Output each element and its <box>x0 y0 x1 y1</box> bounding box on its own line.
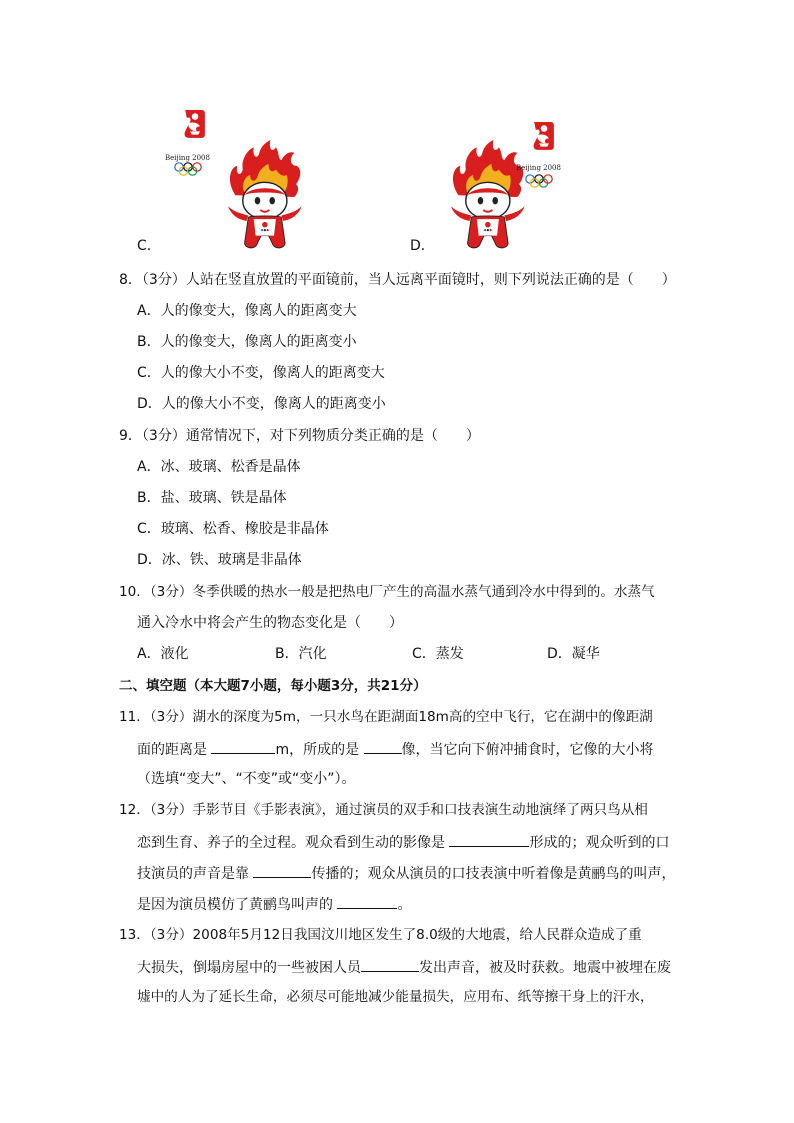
question-11-text: 面的距离是 <box>137 742 212 758</box>
figure-label-d: D． <box>410 238 435 254</box>
question-10-option-d: D．凝华 <box>547 646 600 662</box>
figure-label-c: C． <box>137 238 161 254</box>
question-12-text: 。 <box>397 897 412 913</box>
question-13-text: 大损失，倒塌房屋中的一些被困人员 <box>137 960 361 976</box>
question-8-option-b: B．人的像变大，像离人的距离变小 <box>137 334 357 350</box>
question-9-option-d: D．冰、铁、玻璃是非晶体 <box>137 552 302 568</box>
question-12-text: 恋到生育、养子的全过程。观众看到生动的影像是 <box>137 835 450 851</box>
olympic-rings-icon <box>526 175 552 187</box>
emblem-caption: Beijing 2008 <box>165 154 210 162</box>
answer-blank <box>253 863 311 878</box>
answer-blank <box>337 894 397 909</box>
question-13-text: 发出声音，被及时获救。地震中被埋在废 <box>419 960 671 976</box>
question-9-option-b: B．盐、玻璃、铁是晶体 <box>137 490 287 506</box>
beijing-2008-emblem-icon <box>534 122 554 150</box>
question-12-line4 <box>137 894 411 914</box>
question-8-option-c: C．人的像大小不变，像离人的距离变大 <box>137 365 385 381</box>
question-10-option-a: A．液化 <box>137 646 189 662</box>
emblem-caption: Beijing 2008 <box>516 164 561 172</box>
figure-option-c <box>165 110 305 250</box>
question-10-stem-line2: 通入冷水中将会产生的物态变化是（ ） <box>137 615 403 631</box>
question-11-text: 像，当它向下俯冲捕食时，它像的大小将 <box>401 742 654 758</box>
section-heading-fill-in: 二、填空题（本大题7小题，每小题3分，共21分） <box>119 678 427 694</box>
question-11-text: m，所成的是 <box>275 742 364 758</box>
question-12-text: 技演员的声音是靠 <box>137 866 254 882</box>
answer-blank <box>364 739 402 754</box>
question-9-stem: 9．（3分）通常情况下，对下列物质分类正确的是（ ） <box>119 428 480 444</box>
question-12-text: 是因为演员模仿了黄鹂鸟叫声的 <box>137 897 338 913</box>
question-12-line2 <box>137 832 669 852</box>
question-12-text: 传播的；观众从演员的口技表演中听着像是黄鹂鸟的叫声， <box>311 866 676 882</box>
mascot-huanhuan-icon <box>451 140 525 248</box>
question-10-stem-line1: 10．（3分）冬季供暖的热水一般是把热电厂产生的高温水蒸气通到冷水中得到的。水蒸气 <box>119 584 655 600</box>
question-13-line3: 墟中的人为了延长生命，必须尽可能地减少能量损失，应用布、纸等擦干身上的汗水， <box>137 989 654 1005</box>
figure-option-d <box>440 120 580 250</box>
question-11-line1: 11．（3分）湖水的深度为5m，一只水鸟在距湖面18m高的空中飞行，它在湖中的像距湖 <box>119 709 653 725</box>
question-12-text: 形成的；观众听到的口 <box>529 835 670 851</box>
question-8-stem: 8．（3分）人站在竖直放置的平面镜前，当人远离平面镜时，则下列说法正确的是（ ） <box>119 272 676 288</box>
mascot-image <box>440 120 580 250</box>
question-12-line1: 12．（3分）手影节目《手影表演》，通过演员的双手和口技表演生动地演绎了两只鸟从相 <box>119 802 648 818</box>
question-13-line2 <box>137 957 671 977</box>
answer-blank <box>449 832 529 847</box>
question-8-option-a: A．人的像变大，像离人的距离变大 <box>137 303 357 319</box>
question-12-line3 <box>137 863 675 883</box>
mascot-huanhuan-icon <box>228 140 302 248</box>
question-9-option-c: C．玻璃、松香、橡胶是非晶体 <box>137 521 329 537</box>
question-10-option-b: B．汽化 <box>275 646 327 662</box>
answer-blank <box>211 739 275 754</box>
question-13-line1: 13．（3分）2008年5月12日我国汶川地区发生了8.0级的大地震，给人民群众造成了重 <box>119 927 642 943</box>
olympic-rings-icon <box>175 163 201 175</box>
question-8-option-d: D．人的像大小不变，像离人的距离变小 <box>137 396 386 412</box>
question-11-line3: （选填“变大”、“不变”或“变小”）。 <box>137 771 356 787</box>
question-11-line2 <box>137 739 654 759</box>
mascot-image <box>165 110 305 250</box>
question-10-option-c: C．蒸发 <box>412 646 464 662</box>
answer-blank <box>361 957 419 972</box>
beijing-2008-emblem-icon <box>185 110 205 138</box>
question-9-option-a: A．冰、玻璃、松香是晶体 <box>137 459 301 475</box>
